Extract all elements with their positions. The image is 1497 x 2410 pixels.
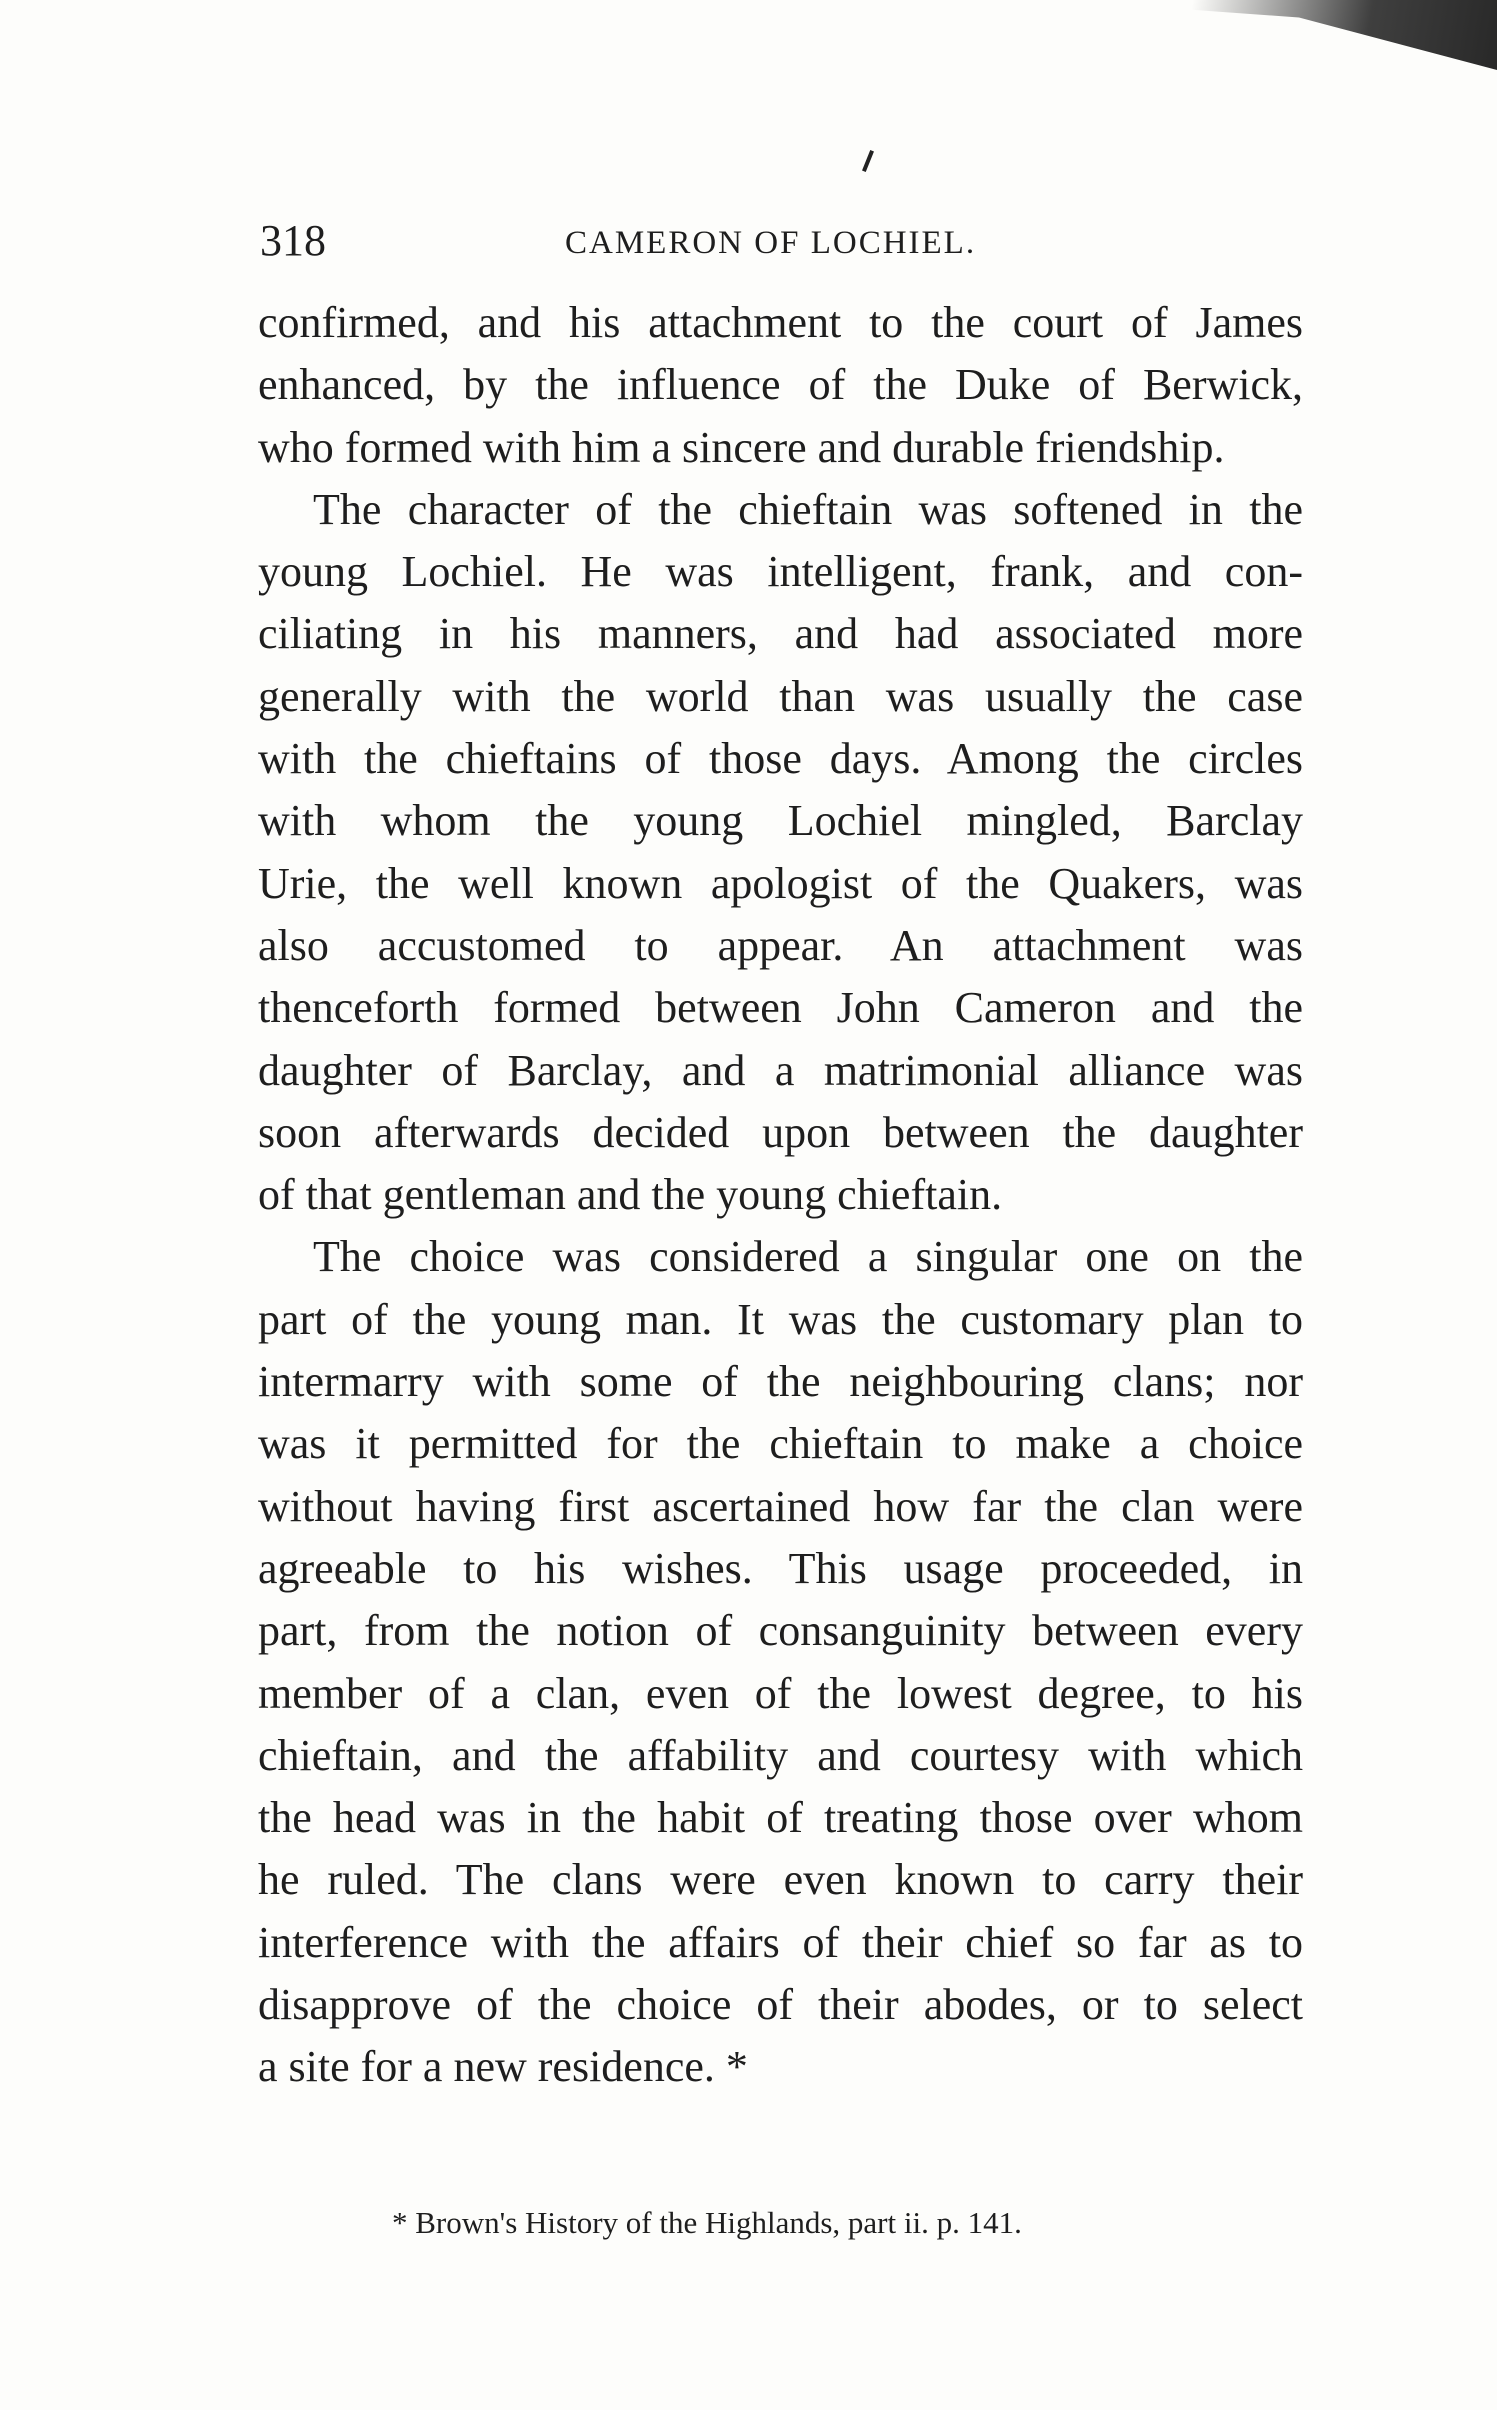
text-line: without having first ascertained how far the clan were [258, 1481, 1303, 1531]
text-line: part of the young man. It was the customary plan to [258, 1294, 1303, 1344]
text-line: generally with the world than was usually the case [258, 671, 1303, 721]
text-line: soon afterwards decided upon between the daughter [258, 1107, 1303, 1157]
text-line: agreeable to his wishes. This usage proceeded, in [258, 1543, 1303, 1593]
text-line: The character of the chieftain was softened in the [313, 484, 1303, 534]
text-line: young Lochiel. He was intelligent, frank, and con- [258, 547, 1303, 597]
text-line: daughter of Barclay, and a matrimonial alliance was [258, 1045, 1303, 1095]
text-line: enhanced, by the influence of the Duke of Berwick, [258, 360, 1303, 410]
scan-edge-shadow [1057, 0, 1497, 70]
body-text [258, 292, 1303, 2099]
page-header [260, 215, 1300, 275]
text-line: confirmed, and his attachment to the court of James [258, 298, 1303, 347]
text-line: he ruled. The clans were even known to carry their [258, 1855, 1303, 1905]
running-head: CAMERON OF LOCHIEL. [565, 225, 977, 261]
text-line: was it permitted for the chieftain to make a choice [258, 1419, 1303, 1469]
text-line: thenceforth formed between John Cameron and the [258, 983, 1303, 1033]
text-line: interference with the affairs of their chief so far as to [258, 1917, 1303, 1967]
text-line: with whom the young Lochiel mingled, Barclay [258, 796, 1303, 846]
ink-mark [862, 150, 874, 172]
text-line: who formed with him a sincere and durable friendship. [258, 422, 1225, 472]
page-number: 318 [260, 216, 326, 265]
footnote: * Brown's History of the Highlands, part ii. p. 141. [392, 2205, 1022, 2240]
text-line: a site for a new residence. * [258, 2042, 748, 2092]
text-line: ciliating in his manners, and had associated more [258, 609, 1303, 659]
text-line: Urie, the well known apologist of the Quakers, was [258, 858, 1303, 908]
text-line: of that gentleman and the young chieftain. [258, 1170, 1003, 1220]
text-line: member of a clan, even of the lowest degree, to his [258, 1668, 1303, 1718]
text-line: part, from the notion of consanguinity between every [258, 1606, 1303, 1656]
text-line: intermarry with some of the neighbouring clans; nor [258, 1357, 1303, 1407]
text-line: disapprove of the choice of their abodes, or to select [258, 1980, 1303, 2030]
text-line: with the chieftains of those days. Among the circles [258, 734, 1303, 784]
text-line: the head was in the habit of treating those over whom [258, 1793, 1303, 1843]
text-line: chieftain, and the affability and courtesy with which [258, 1730, 1303, 1780]
text-line: The choice was considered a singular one on the [313, 1232, 1303, 1282]
text-line: also accustomed to appear. An attachment was [258, 920, 1303, 970]
